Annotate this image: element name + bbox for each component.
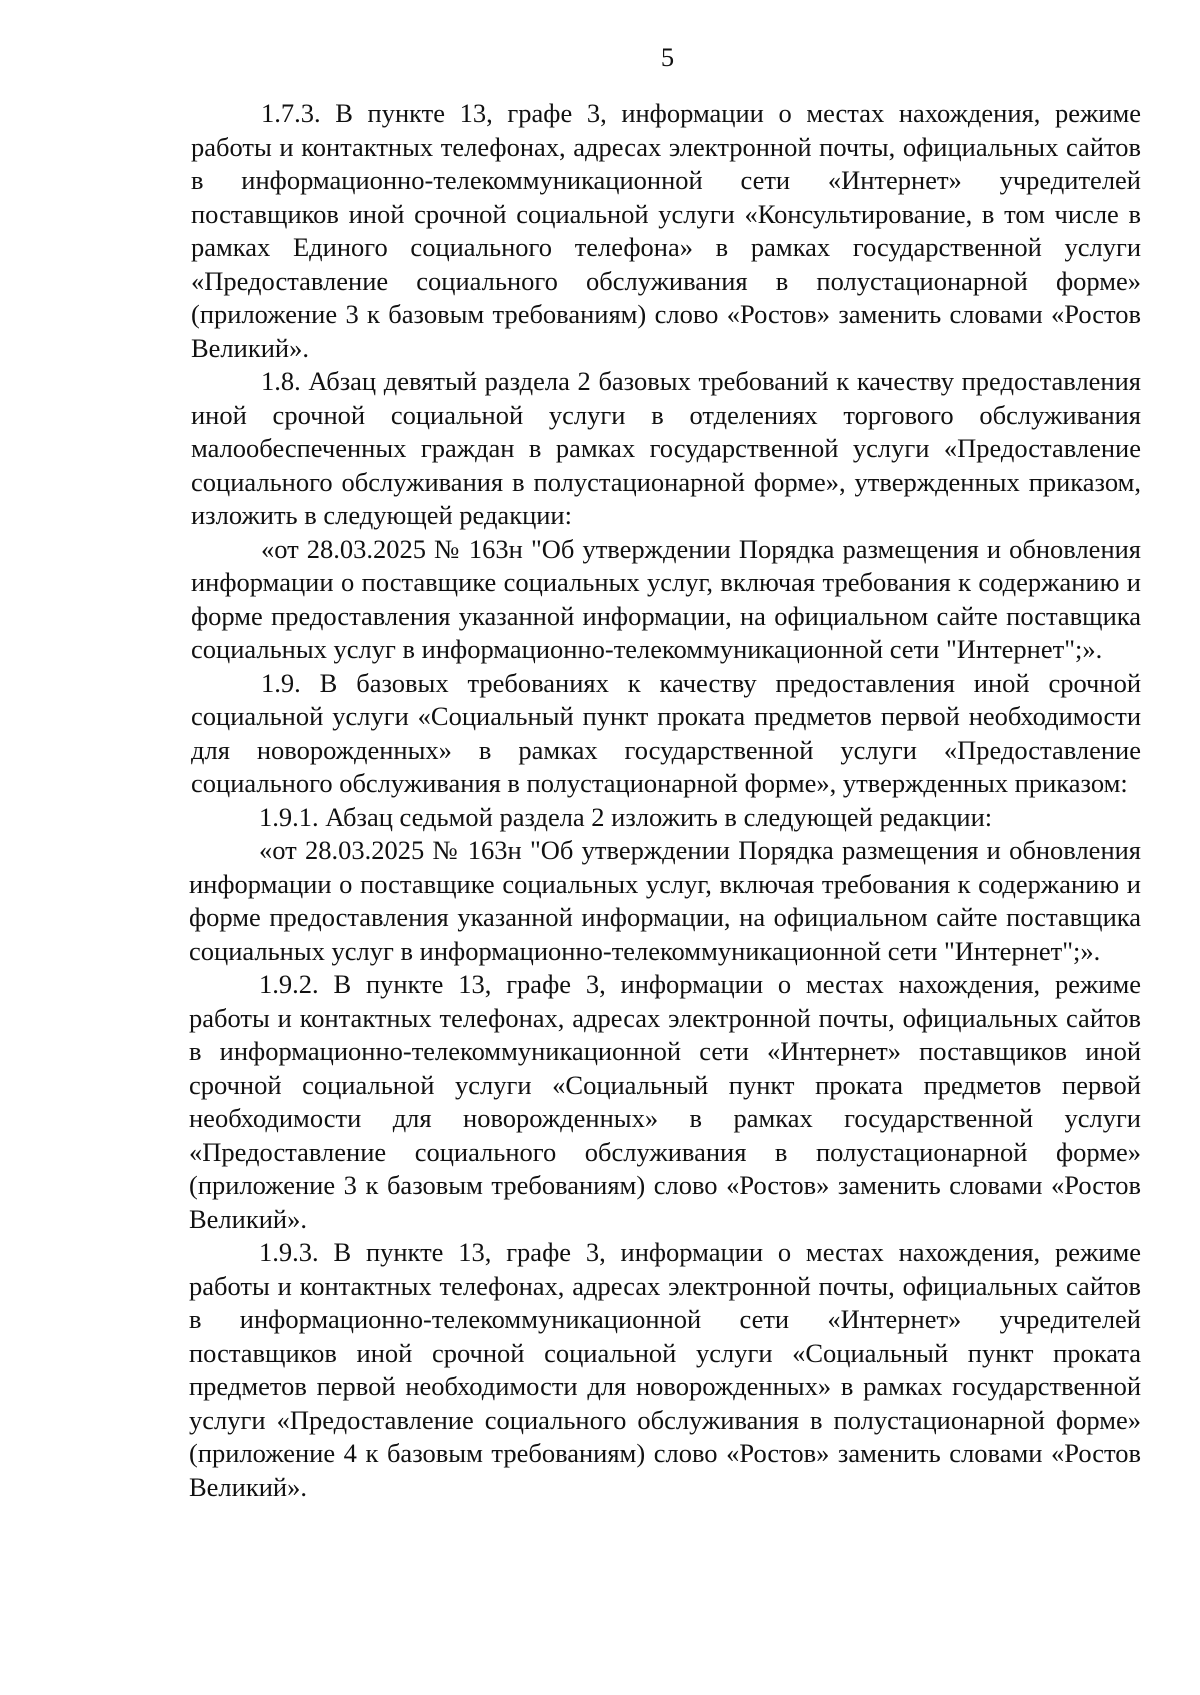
- paragraph-1-7-3: 1.7.3. В пункте 13, графе 3, информации о местах нахождения, режиме работы и контактных телефонах, адресах электронной почты, официальных сайтов в информационно-телекоммуникационной сети «Интернет» учредителей поставщиков иной срочной социальной услуги «Консультирование, в том числе в рамках Единого социального телефона» в рамках государственной услуги «Предоставление социального обслуживания в полустационарной форме» (приложение 3 к базовым требованиям) слово «Ростов» заменить словами «Ростов Великий».: [191, 98, 1141, 363]
- page-number: 5: [660, 42, 675, 72]
- paragraph-1-9-1: 1.9.1. Абзац седьмой раздела 2 изложить в следующей редакции:: [259, 801, 993, 832]
- paragraph-1-9: 1.9. В базовых требованиях к качеству предоставления иной срочной социальной услуги «Социальный пункт проката предметов первой необходимости для новорожденных» в рамках государственной услуги «Предоставление социального обслуживания в полустационарной форме», утвержденных приказом:: [191, 667, 1141, 798]
- paragraph-1-9-3: 1.9.3. В пункте 13, графе 3, информации о местах нахождения, режиме работы и контактных телефонах, адресах электронной почты, официальных сайтов в информационно-телекоммуникационной сети «Интернет» учредителей поставщиков иной срочной социальной услуги «Социальный пункт проката предметов первой необходимости для новорожденных» в рамках государственной услуги «Предоставление социального обслуживания в полустационарной форме» (приложение 4 к базовым требованиям) слово «Ростов» заменить словами «Ростов Великий».: [189, 1237, 1141, 1502]
- paragraph-1-8-quoted-edition: «от 28.03.2025 № 163н "Об утверждении Порядка размещения и обновления информации о поставщике социальных услуг, включая требования к содержанию и форме предоставления указанной информации, на официальном сайте поставщика социальных услуг в информационно-телекоммуникационной сети "Интернет";».: [191, 533, 1141, 664]
- paragraph-1-9-1-quoted-edition: «от 28.03.2025 № 163н "Об утверждении Порядка размещения и обновления информации о поставщике социальных услуг, включая требования к содержанию и форме предоставления указанной информации, на официальном сайте поставщика социальных услуг в информационно-телекоммуникационной сети "Интернет";».: [189, 835, 1141, 966]
- paragraph-1-9-2: 1.9.2. В пункте 13, графе 3, информации о местах нахождения, режиме работы и контактных телефонах, адресах электронной почты, официальных сайтов в информационно-телекоммуникационной сети «Интернет» поставщиков иной срочной социальной услуги «Социальный пункт проката предметов первой необходимости для новорожденных» в рамках государственной услуги «Предоставление социального обслуживания в полустационарной форме» (приложение 3 к базовым требованиям) слово «Ростов» заменить словами «Ростов Великий».: [189, 969, 1141, 1234]
- document-body: [191, 97, 1141, 1504]
- paragraph-1-8: 1.8. Абзац девятый раздела 2 базовых требований к качеству предоставления иной срочной социальной услуги в отделениях торгового обслуживания малообеспеченных граждан в рамках государственной услуги «Предоставление социального обслуживания в полустационарной форме», утвержденных приказом, изложить в следующей редакции:: [191, 366, 1141, 530]
